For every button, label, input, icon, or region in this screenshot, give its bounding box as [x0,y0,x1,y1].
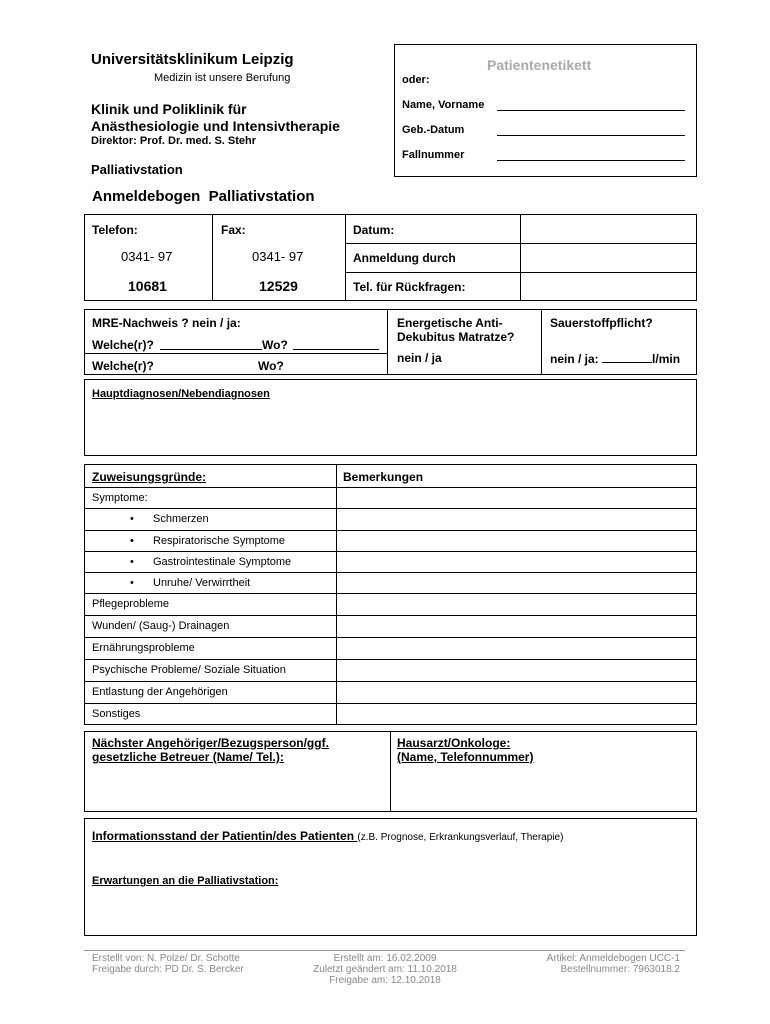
footer-released-by: Freigabe durch: PD Dr. S. Bercker [92,964,244,975]
symptom-2: Respiratorische Symptome [153,535,286,547]
referral-title: Zuweisungsgründe: [92,470,206,484]
mre-which1: Welche(r)? [92,338,154,352]
mattress-question: Energetische Anti-Dekubitus Matratze? [397,316,515,344]
station-name: Palliativstation [91,162,183,177]
mre-which1-line[interactable] [160,337,262,350]
oxygen-question: Sauerstoffpflicht? [550,316,653,330]
referral-row-6: Sonstiges [92,708,141,720]
symptom-1: Schmerzen [153,513,209,525]
symptoms-label: Symptome: [92,492,148,504]
symptom-4: Unruhe/ Verwirrtheit [153,577,251,589]
patient-label-title: Patientenetikett [487,57,592,73]
university-name: Universitätsklinikum Leipzig [91,51,294,68]
referral-row-2: Wunden/ (Saug-) Drainagen [92,620,230,632]
oxygen-answer [550,351,680,366]
fax-number: 12529 [259,278,298,294]
info-title: Informationsstand der Patientin/des Patienten [92,829,358,843]
footer-release-at: Freigabe am: 12.10.2018 [329,975,441,986]
date-label: Datum: [353,223,395,237]
referral-row-3: Ernährungsprobleme [92,642,195,654]
phone-prefix: 0341- 97 [121,249,173,264]
footer-order-no: Bestellnummer: 7963018.2 [560,964,680,975]
oxygen-answer-prefix: nein / ja: [550,352,599,366]
bullet-icon: • [130,513,134,525]
symptom-3: Gastrointestinale Symptome [153,556,292,568]
name-line[interactable] [497,110,685,111]
remarks-label: Bemerkungen [343,470,424,484]
clinic-line2: Anästhesiologie und Intensivtherapie [91,118,340,134]
form-title: Anmeldebogen Palliativstation [92,188,315,205]
footer-changed-at: Zuletzt geändert am: 11.10.2018 [313,964,457,975]
gp-title-line2: (Name, Telefonnummer) [397,750,534,764]
fax-label: Fax: [221,223,246,237]
fax-prefix: 0341- 97 [252,249,304,264]
bullet-icon: • [130,577,134,589]
mre-question: MRE-Nachweis ? nein / ja: [92,316,241,330]
oxygen-unit: l/min [652,352,681,366]
phone-label: Telefon: [92,223,138,237]
mattress-answer: nein / ja [397,351,442,365]
dob-label: Geb.-Datum [402,124,465,136]
footer-left [92,953,244,975]
footer-created-at: Erstellt am: 16.02.2009 [333,953,437,964]
mre-where2: Wo? [258,359,284,373]
mre-where1: Wo? [262,338,288,352]
footer-center [300,953,470,986]
gp-title [397,736,533,764]
expectations-label: Erwartungen an die Palliativstation: [92,875,279,887]
slogan: Medizin ist unsere Berufung [154,72,291,84]
relatives-title-line2: gesetzliche Betreuer (Name/ Tel.): [92,750,284,764]
oxygen-amount-line[interactable] [602,351,652,363]
bullet-icon: • [130,535,134,547]
callback-label: Tel. für Rückfragen: [353,280,466,294]
case-line[interactable] [497,160,685,161]
bullet-icon: • [130,556,134,568]
referral-row-5: Entlastung der Angehörigen [92,686,228,698]
gp-title-line1: Hausarzt/Onkologe: [397,736,511,750]
referral-row-1: Pflegeprobleme [92,598,170,610]
mre-which2: Welche(r)? [92,359,154,373]
mre-where1-line[interactable] [293,337,379,350]
oder-label: oder: [402,74,430,86]
case-label: Fallnummer [402,149,465,161]
clinic-line1: Klinik und Poliklinik für [91,101,247,117]
dob-line[interactable] [497,135,685,136]
relatives-title-line1: Nächster Angehöriger/Bezugsperson/ggf. [92,736,329,750]
director: Direktor: Prof. Dr. med. S. Stehr [91,135,257,147]
name-label: Name, Vorname [402,99,485,111]
footer-divider [84,950,685,951]
registration-label: Anmeldung durch [353,251,456,265]
footer-article: Artikel: Anmeldebogen UCC-1 [546,953,680,964]
info-hint: (z.B. Prognose, Erkrankungsverlauf, Therapie) [357,832,564,843]
footer-created-by: Erstellt von: N. Polze/ Dr. Schotte [92,953,240,964]
referral-row-4: Psychische Probleme/ Soziale Situation [92,664,286,676]
phone-number: 10681 [128,278,167,294]
info-title-row [92,827,563,845]
relatives-title [92,736,329,764]
footer-right [500,953,680,975]
diagnoses-label: Hauptdiagnosen/Nebendiagnosen [92,388,270,400]
